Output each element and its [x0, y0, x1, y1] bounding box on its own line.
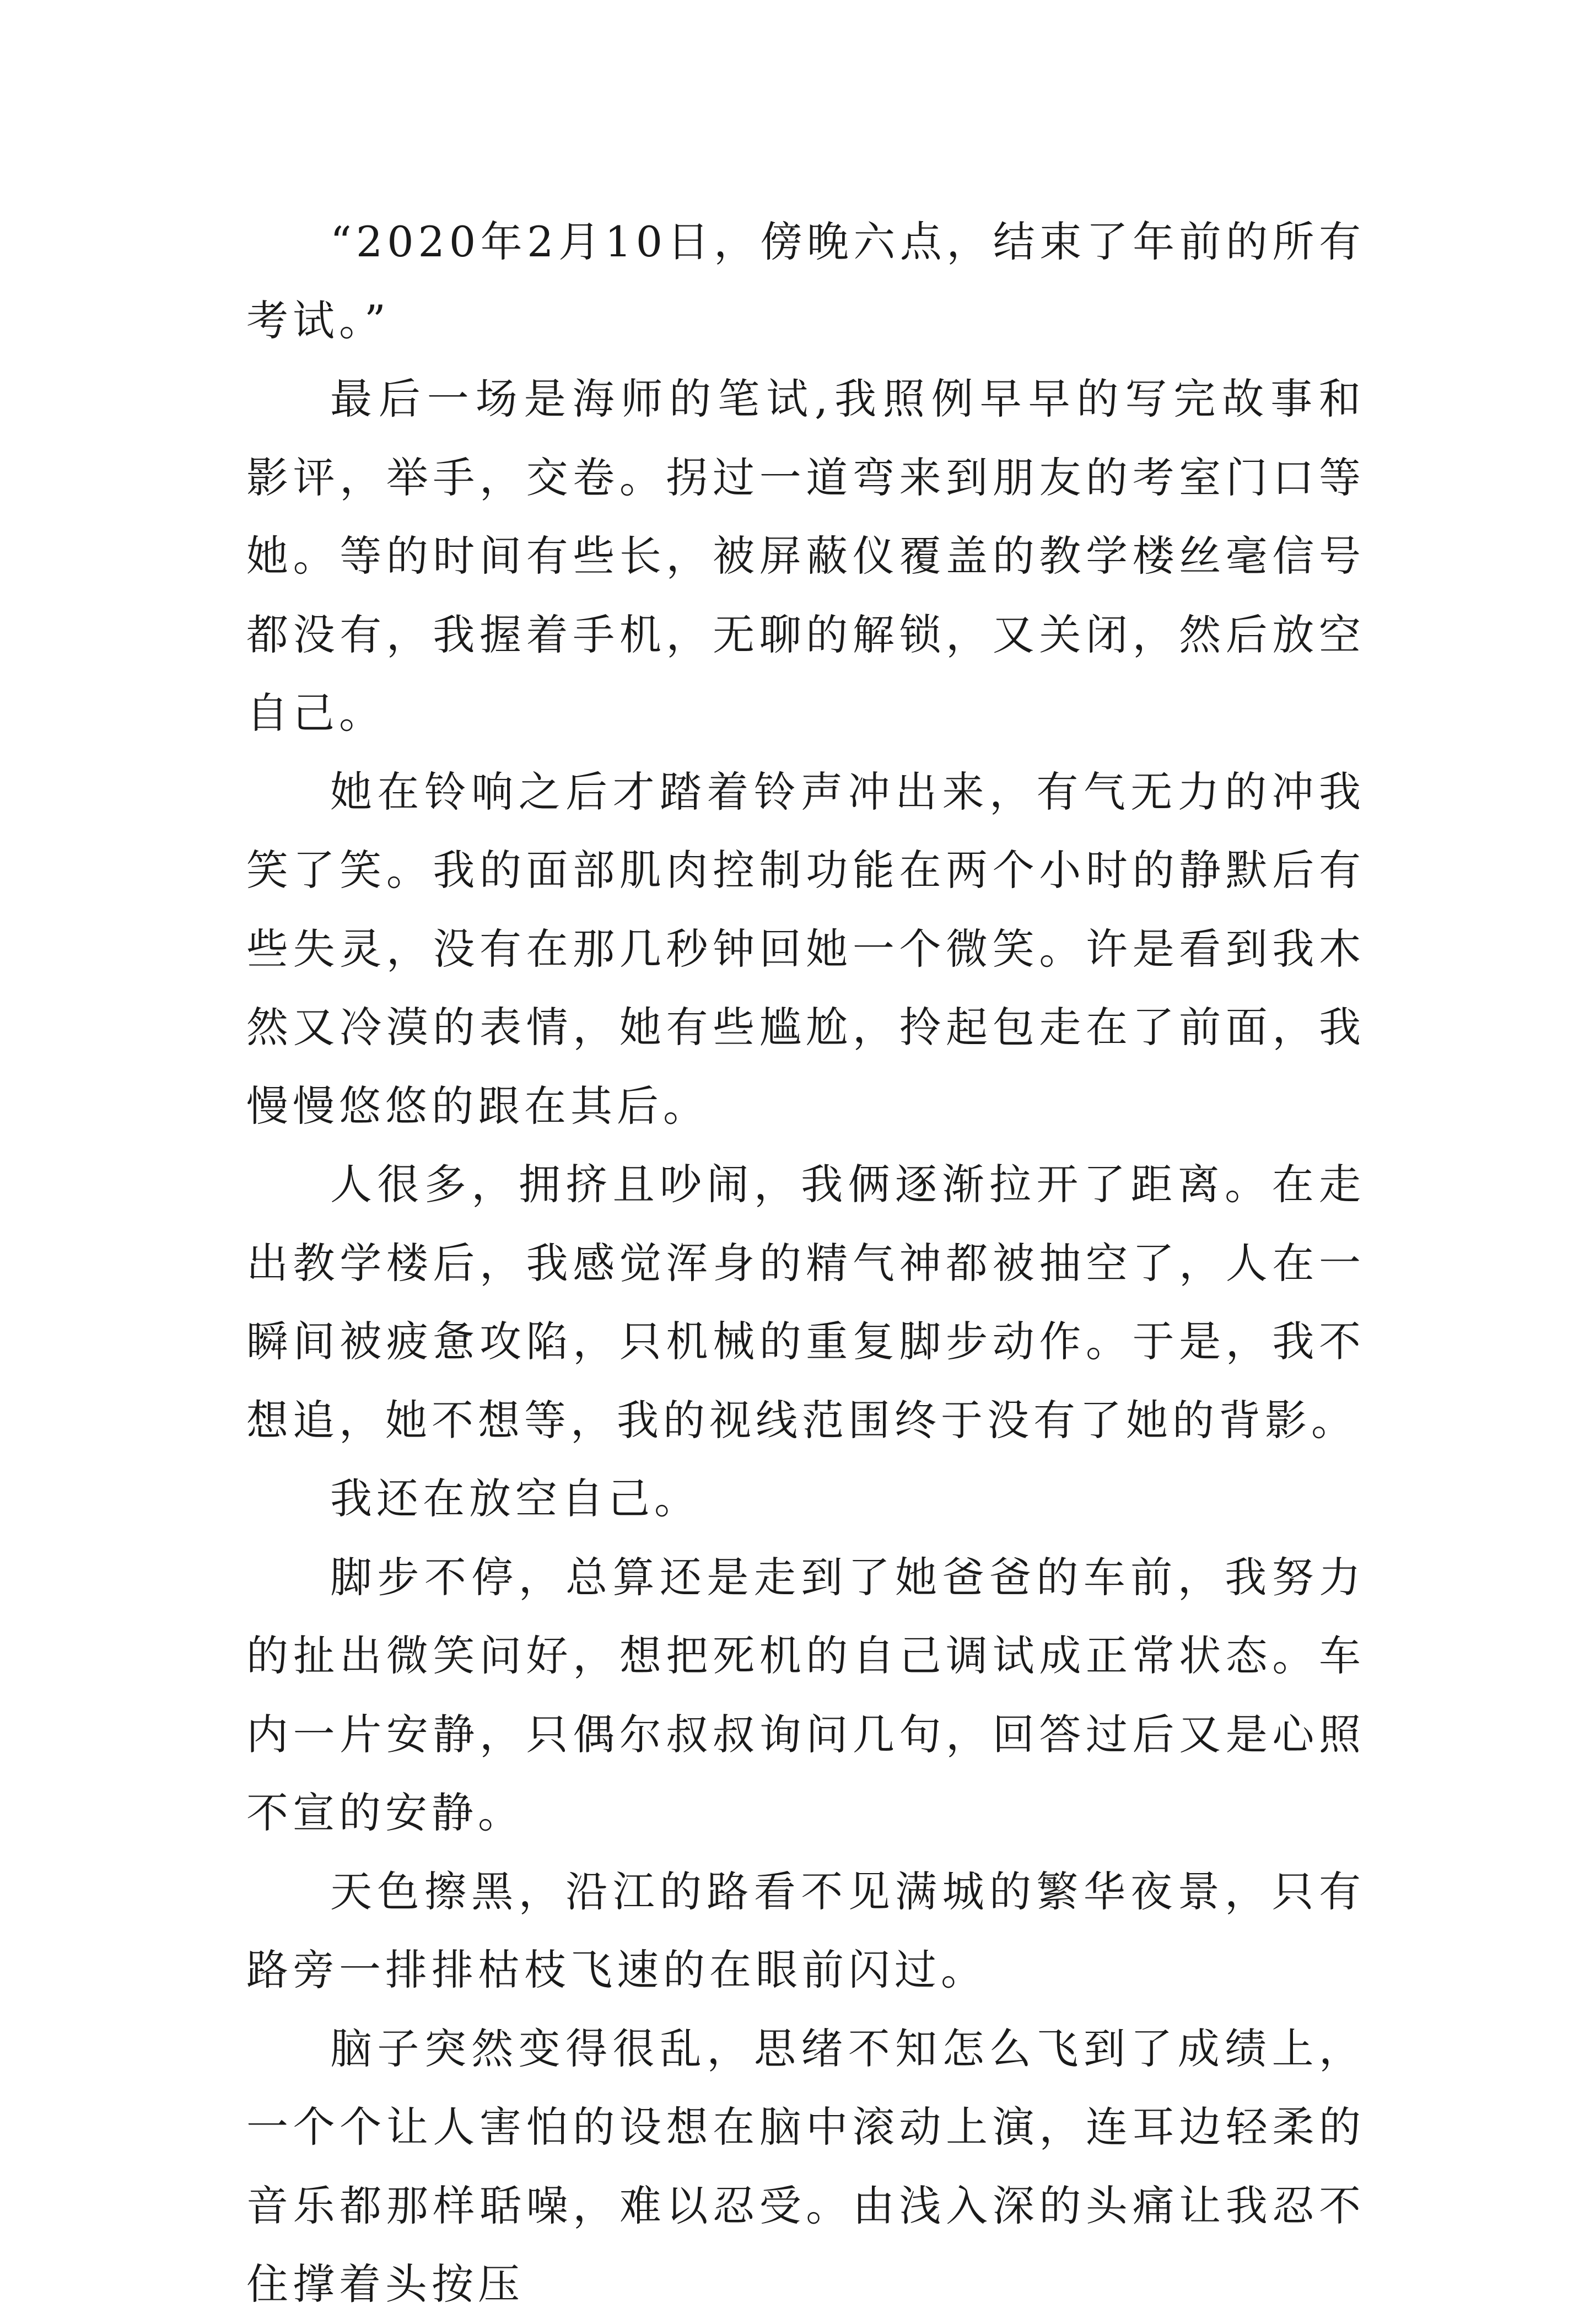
paragraph: 脚步不停，总算还是走到了她爸爸的车前，我努力的扯出微笑问好，想把死机的自己调试成正常状态。车内一片安静，只偶尔叔叔询问几句，回答过后又是心照不宣的安静。: [246, 1552, 1365, 1837]
paragraph: 人很多，拥挤且吵闹，我俩逐渐拉开了距离。在走出教学楼后，我感觉浑身的精气神都被抽空了，人在一瞬间被疲惫攻陷，只机械的重复脚步动作。于是，我不想追，她不想等，我的视线范围终于没有了她的背影。: [246, 1160, 1365, 1445]
paragraph: 最后一场是海师的笔试,我照例早早的写完故事和影评，举手，交卷。拐过一道弯来到朋友的考室门口等她。等的时间有些长，被屏蔽仪覆盖的教学楼丝毫信号都没有，我握着手机，无聊的解锁，又关闭，然后放空自己。: [246, 374, 1365, 738]
paragraph: “2020年2月10日，傍晚六点，结束了年前的所有考试。”: [246, 217, 1365, 345]
paragraph: 我还在放空自己。: [330, 1474, 700, 1523]
document-body: [246, 203, 1365, 2324]
paragraph: 天色擦黑，沿江的路看不见满城的繁华夜景，只有路旁一排排枯枝飞速的在眼前闪过。: [246, 1866, 1365, 1994]
paragraph: 她在铃响之后才踏着铃声冲出来，有气无力的冲我笑了笑。我的面部肌肉控制功能在两个小时的静默后有些失灵，没有在那几秒钟回她一个微笑。许是看到我木然又冷漠的表情，她有些尴尬，拎起包走在了前面，我慢慢悠悠的跟在其后。: [246, 767, 1365, 1131]
paragraph: 脑子突然变得很乱，思绪不知怎么飞到了成绩上，一个个让人害怕的设想在脑中滚动上演，连耳边轻柔的音乐都那样聒噪，难以忍受。由浅入深的头痛让我忍不住撑着头按压: [246, 2024, 1365, 2309]
